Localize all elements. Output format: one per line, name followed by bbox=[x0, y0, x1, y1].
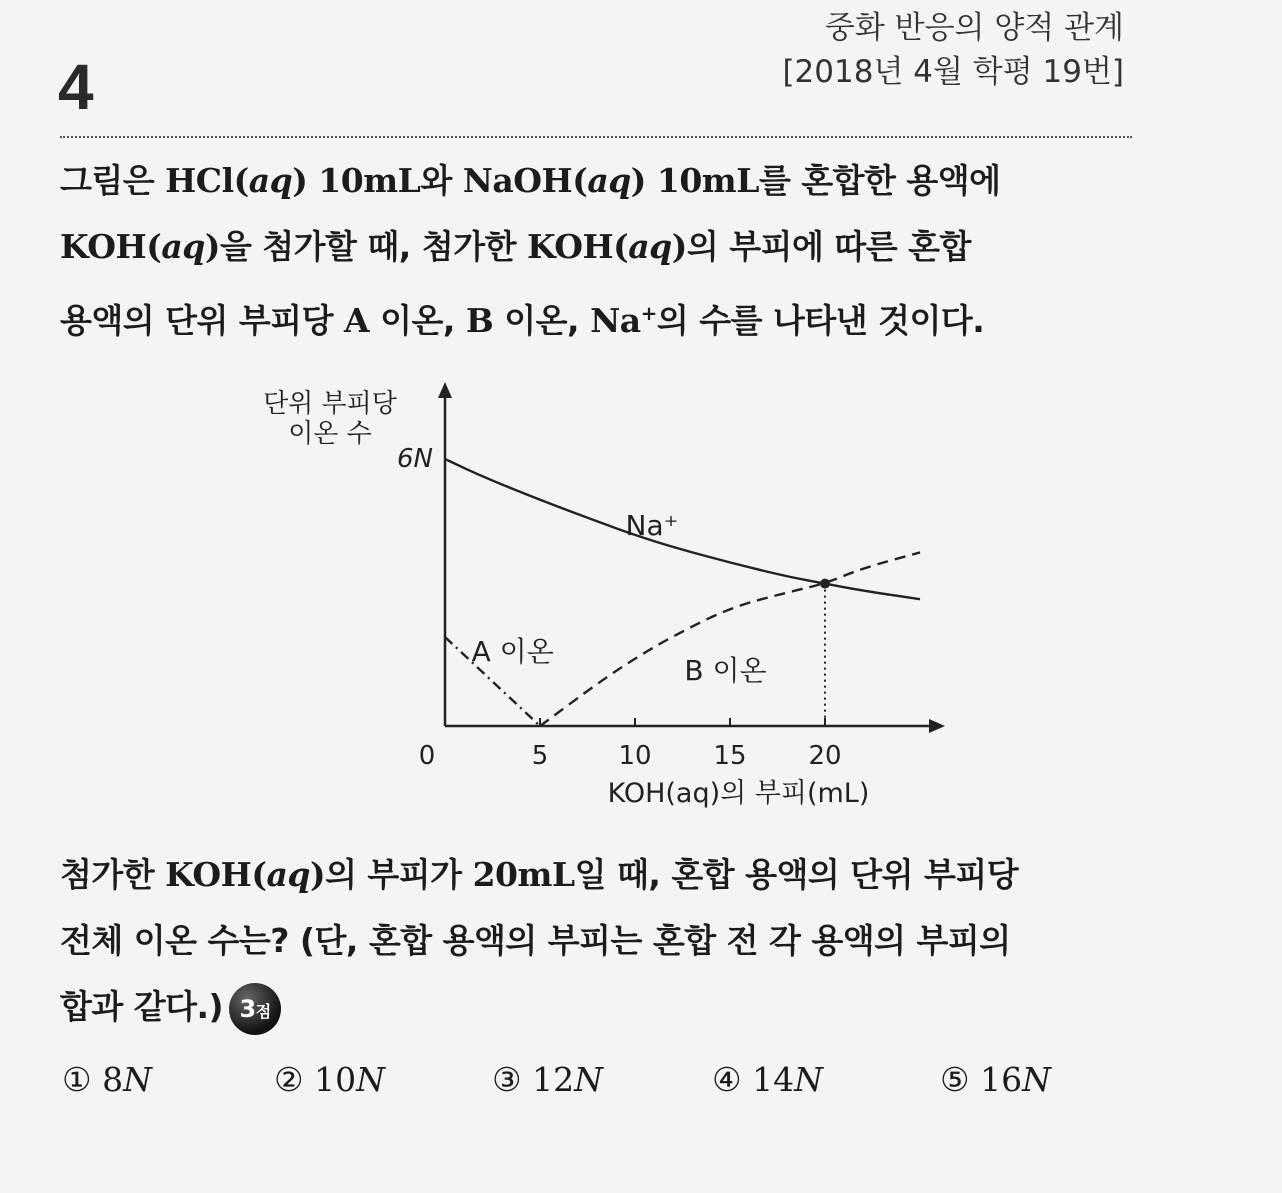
choice-unit: N bbox=[1022, 1060, 1051, 1099]
text-run: ) bbox=[671, 227, 687, 266]
choice-5[interactable] bbox=[940, 1060, 1051, 1099]
text-run: 그림은 bbox=[60, 161, 166, 200]
choice-num: 8 bbox=[102, 1060, 124, 1099]
text-run: 용액의 단위 부피당 bbox=[60, 301, 344, 340]
text-run: 를 혼합한 용액에 bbox=[758, 161, 1001, 200]
choice-num: 14 bbox=[752, 1060, 795, 1099]
text-run: 이온, bbox=[369, 301, 466, 340]
topic-title: 중화 반응의 양적 관계 bbox=[824, 10, 1124, 46]
intersection-point bbox=[820, 579, 830, 589]
choice-num: 12 bbox=[532, 1060, 575, 1099]
choice-unit: N bbox=[574, 1060, 603, 1099]
text-run: aq bbox=[161, 227, 205, 266]
text-run: 의 부피가 bbox=[325, 855, 473, 894]
question-prompt bbox=[60, 842, 1220, 1040]
text-run: 의 수를 나타낸 것이다. bbox=[656, 301, 985, 340]
text-run: 합과 같다.) bbox=[60, 987, 224, 1026]
x-axis-arrow bbox=[929, 719, 945, 733]
series-label-1: A 이온 bbox=[471, 635, 554, 668]
x-tick-label: 15 bbox=[713, 741, 747, 771]
text-run: 이온, bbox=[493, 301, 591, 340]
text-run: ) bbox=[309, 855, 326, 894]
y-tick-label: 6N bbox=[397, 444, 433, 474]
exam-source: [2018년 4월 학평 19번] bbox=[782, 54, 1124, 90]
text-run: 전체 이온 수는? (단, 혼합 용액의 부피는 혼합 전 각 용액의 부피의 bbox=[60, 921, 1011, 960]
points-unit: 점 bbox=[255, 1001, 271, 1021]
divider-line bbox=[60, 136, 1132, 138]
y-axis-arrow bbox=[438, 382, 452, 398]
series-label-2: B 이온 bbox=[684, 654, 767, 687]
ion-count-chart bbox=[240, 370, 980, 820]
text-run: A bbox=[344, 301, 370, 340]
chart-series bbox=[445, 459, 920, 726]
text-run: ) 10mL bbox=[630, 161, 759, 200]
chart-labels bbox=[472, 509, 767, 687]
text-run: + bbox=[640, 301, 657, 325]
choice-mark: ① bbox=[62, 1060, 92, 1099]
answer-choices bbox=[62, 1060, 1222, 1110]
choice-unit: N bbox=[356, 1060, 385, 1099]
choice-2[interactable] bbox=[274, 1060, 385, 1099]
chart-axes bbox=[263, 382, 945, 809]
choice-unit: N bbox=[123, 1060, 152, 1099]
x-tick-label: 10 bbox=[618, 741, 652, 771]
choice-1[interactable] bbox=[62, 1060, 152, 1099]
x-tick-label: 0 bbox=[418, 741, 436, 771]
choice-mark: ⑤ bbox=[940, 1060, 970, 1099]
series-label-0: Na⁺ bbox=[625, 509, 679, 542]
choice-num: 16 bbox=[980, 1060, 1023, 1099]
y-axis-label: 이온 수 bbox=[288, 419, 372, 449]
text-run: NaOH( bbox=[462, 161, 588, 200]
text-run: KOH( bbox=[526, 227, 629, 266]
text-run: 의 부피에 따른 혼합 bbox=[686, 227, 971, 266]
text-run: 와 bbox=[420, 161, 463, 200]
text-run: ) 10mL bbox=[292, 161, 421, 200]
x-tick-label: 5 bbox=[531, 741, 549, 771]
text-run: KOH( bbox=[165, 855, 267, 894]
question-header bbox=[782, 6, 1124, 94]
text-run: 20mL bbox=[472, 855, 575, 894]
series-line-0 bbox=[445, 459, 920, 599]
choice-mark: ② bbox=[274, 1060, 304, 1099]
choice-4[interactable] bbox=[712, 1060, 823, 1099]
text-run: 첨가한 bbox=[60, 855, 166, 894]
text-run: ) bbox=[204, 227, 220, 266]
text-run: 을 첨가할 때, 첨가한 bbox=[219, 227, 527, 266]
text-run: 일 때, 혼합 용액의 단위 부피당 bbox=[574, 855, 1019, 894]
text-run: KOH( bbox=[60, 227, 162, 266]
text-run: HCl( bbox=[165, 161, 249, 200]
text-run: aq bbox=[628, 227, 672, 266]
text-run: aq bbox=[248, 161, 293, 200]
choice-num: 10 bbox=[314, 1060, 357, 1099]
choice-mark: ③ bbox=[492, 1060, 522, 1099]
text-run: aq bbox=[266, 855, 310, 894]
text-run: Na bbox=[590, 301, 641, 340]
choice-3[interactable] bbox=[492, 1060, 603, 1099]
choice-unit: N bbox=[794, 1060, 823, 1099]
points-digit: 3 bbox=[239, 994, 256, 1023]
text-run: aq bbox=[587, 161, 631, 200]
text-run: B bbox=[465, 301, 494, 340]
question-number: 4 bbox=[58, 51, 94, 123]
x-tick-label: 20 bbox=[808, 741, 842, 771]
series-line-2 bbox=[540, 552, 920, 726]
points-badge bbox=[229, 983, 281, 1035]
y-axis-label: 단위 부피당 bbox=[263, 389, 397, 419]
choice-mark: ④ bbox=[712, 1060, 742, 1099]
question-intro bbox=[60, 148, 1220, 354]
x-axis-label: KOH(aq)의 부피(mL) bbox=[607, 778, 870, 809]
